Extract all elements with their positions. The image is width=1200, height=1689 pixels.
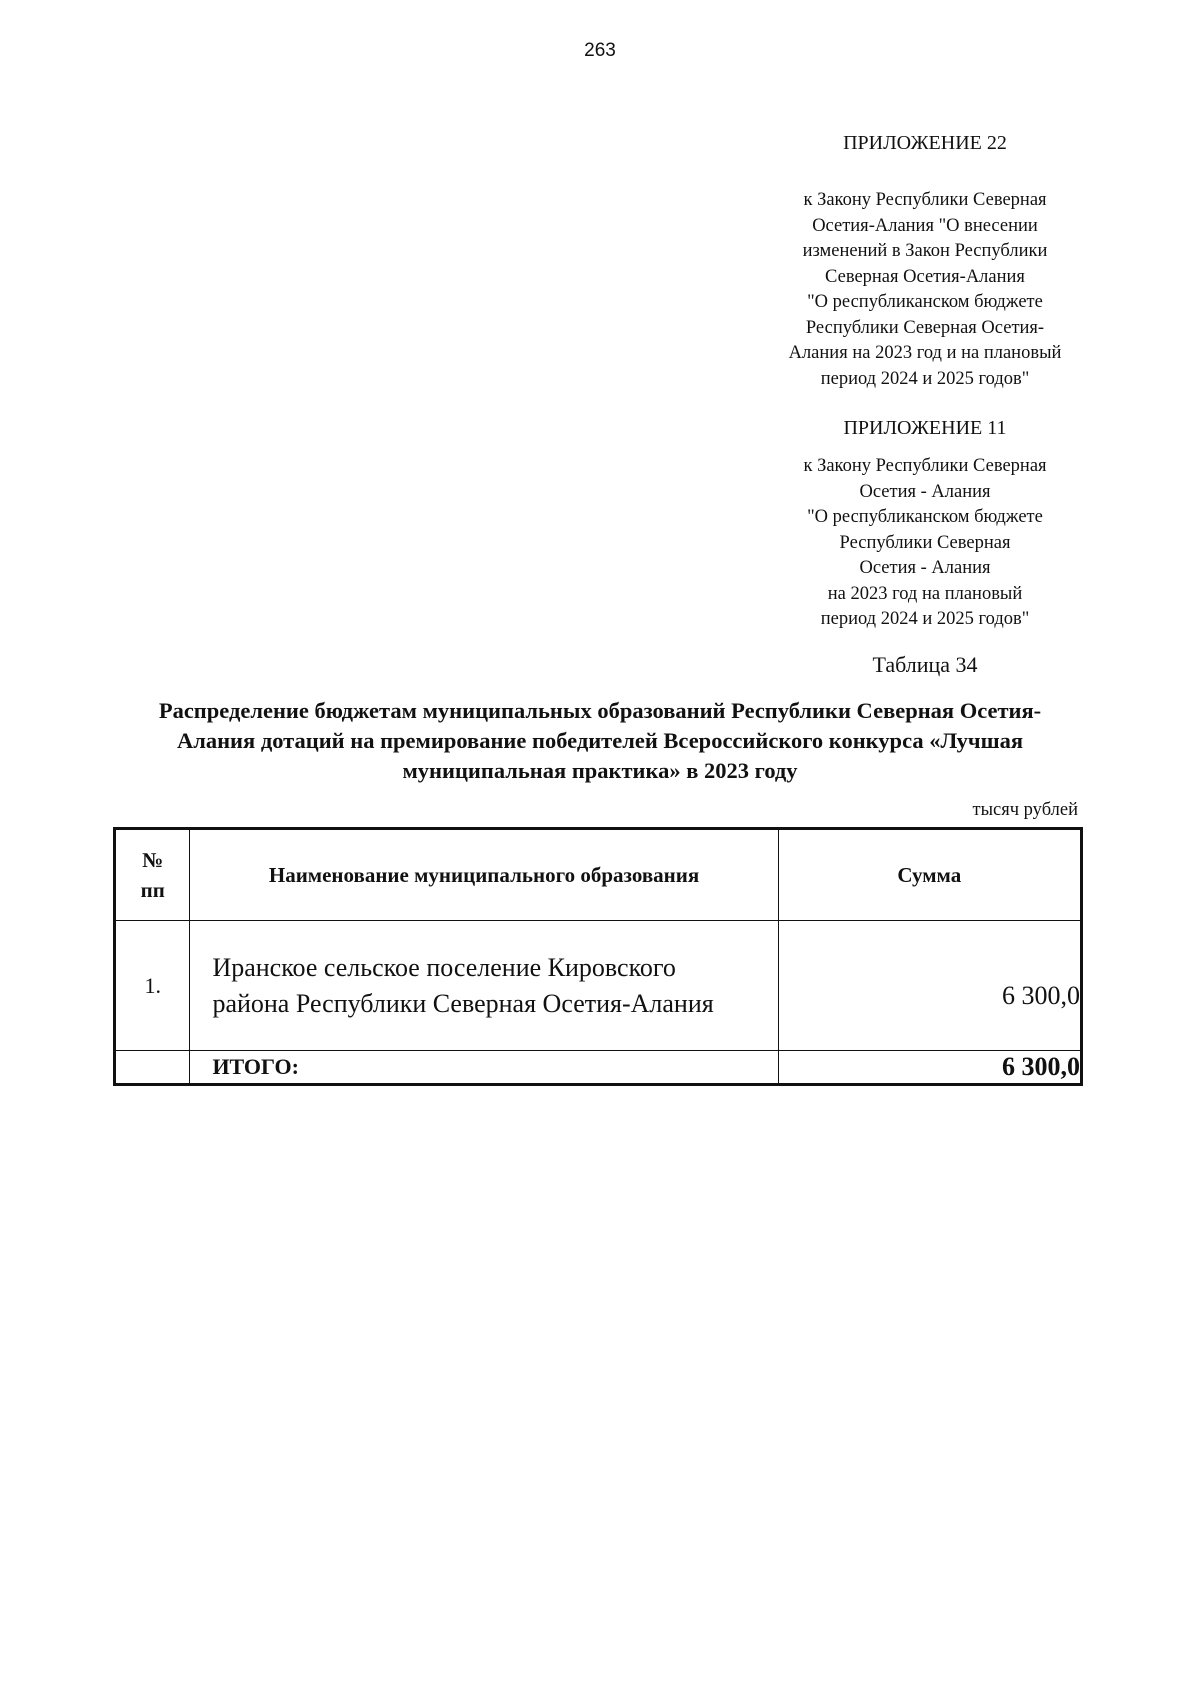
row-sum: 6 300,0: [778, 921, 1081, 1051]
header-sum: Сумма: [778, 829, 1081, 921]
appendix-22-line: Республики Северная Осетия-: [805, 317, 1045, 338]
document-title-line: муниципальная практика» в 2023 году: [402, 758, 798, 783]
row-name: [190, 921, 778, 1051]
row-num: 1.: [115, 921, 190, 1051]
appendix-22-line: к Закону Республики Северная: [803, 190, 1047, 210]
appendix-22-line: Алания на 2023 год и на плановый: [788, 343, 1062, 363]
table-total-row: [115, 1051, 1082, 1085]
table-header-row: [115, 829, 1082, 921]
appendix-11-line: период 2024 и 2025 годов": [820, 609, 1030, 629]
document-title-line: Алания дотаций на премирование победителей Всероссийского конкурса «Лучшая: [176, 728, 1024, 753]
appendix-11-line: к Закону Республики Северная: [803, 456, 1047, 476]
appendix-11-title: ПРИЛОЖЕНИЕ 11: [843, 417, 1007, 439]
appendix-11-line: Республики Северная: [839, 532, 1011, 553]
row-name-line1: Иранское сельское поселение Кировского: [212, 952, 676, 982]
header-name: Наименование муниципального образования: [190, 829, 778, 921]
units-label: тысяч рублей: [972, 800, 1078, 820]
header-num: [115, 829, 190, 921]
appendix-22-line: Осетия-Алания "О внесении: [812, 215, 1038, 236]
page-number: 263: [584, 40, 616, 61]
appendix-22-line: "О республиканском бюджете: [807, 292, 1043, 312]
total-num: [115, 1051, 190, 1085]
row-name-line2: района Республики Северная Осетия-Алания: [212, 988, 714, 1018]
appendix-22-line: Северная Осетия-Алания: [825, 266, 1025, 287]
table-row: [115, 921, 1082, 1051]
appendix-11-line: на 2023 год на плановый: [827, 583, 1023, 604]
header-num-line1: №: [142, 848, 164, 872]
total-label: ИТОГО:: [190, 1051, 778, 1085]
header-num-line2: пп: [140, 878, 165, 902]
appendix-11-line: "О республиканском бюджете: [807, 507, 1043, 527]
appendix-22-text: [760, 188, 1090, 392]
table-caption: Таблица 34: [872, 652, 978, 677]
distribution-table: [113, 827, 1083, 1086]
appendix-22-line: изменений в Закон Республики: [802, 241, 1048, 261]
document-title: [90, 696, 1110, 786]
total-sum: 6 300,0: [778, 1051, 1081, 1085]
appendix-22-title: ПРИЛОЖЕНИЕ 22: [843, 132, 1007, 154]
appendix-11-text: [760, 454, 1090, 633]
appendix-22-line: период 2024 и 2025 годов": [820, 368, 1030, 389]
appendix-11-line: Осетия - Алания: [859, 558, 991, 578]
appendix-11-line: Осетия - Алания: [859, 481, 991, 502]
document-title-line: Распределение бюджетам муниципальных образований Республики Северная Осетия-: [158, 698, 1042, 723]
